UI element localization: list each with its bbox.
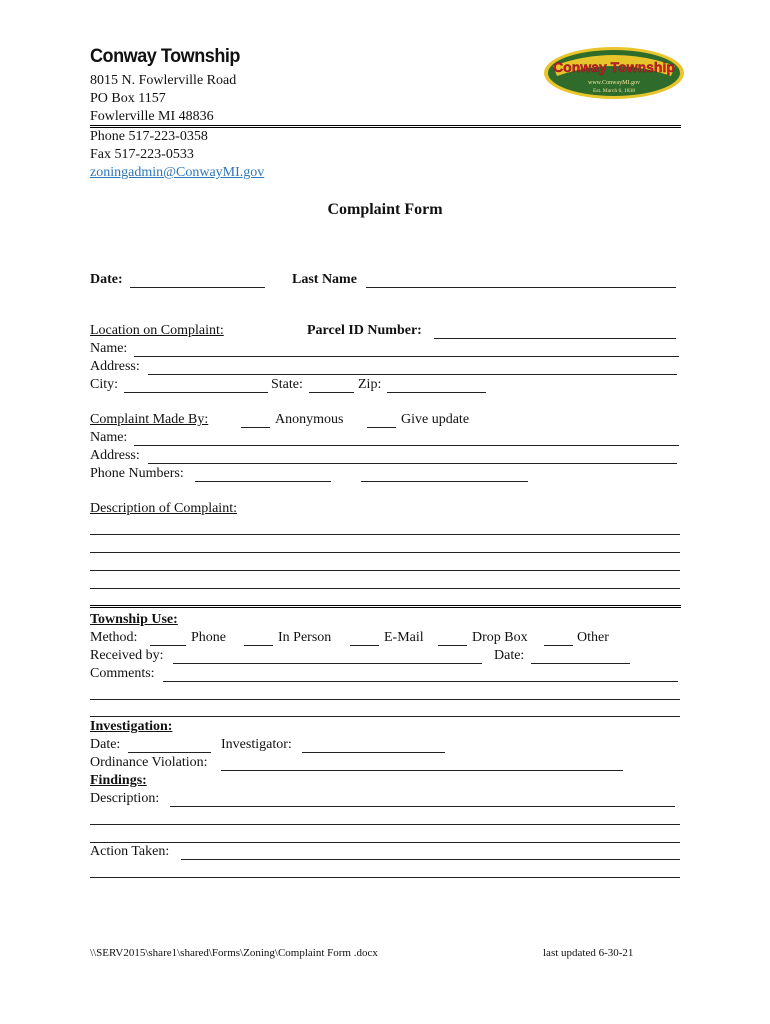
org-name: Conway Township bbox=[90, 46, 240, 67]
complainant-address-field[interactable] bbox=[148, 463, 677, 464]
complainant-name-field[interactable] bbox=[134, 445, 679, 446]
description-label: Description of Complaint: bbox=[90, 501, 237, 516]
description-line[interactable] bbox=[90, 552, 680, 553]
received-by-label: Received by: bbox=[90, 648, 164, 663]
give-update-label: Give update bbox=[401, 412, 470, 427]
received-date-label: Date: bbox=[494, 648, 525, 663]
investigation-heading: Investigation: bbox=[90, 719, 173, 734]
comments-line[interactable] bbox=[90, 716, 680, 717]
investigation-date-label: Date: bbox=[90, 737, 121, 752]
anonymous-checkbox[interactable] bbox=[241, 427, 270, 428]
location-address-field[interactable] bbox=[148, 374, 677, 375]
method-drop-box-checkbox[interactable] bbox=[438, 645, 467, 646]
address-line1: 8015 N. Fowlerville Road bbox=[90, 73, 237, 88]
location-name-label: Name: bbox=[90, 341, 128, 356]
findings-heading: Findings: bbox=[90, 773, 147, 788]
logo-url: www.ConwayMI.gov bbox=[588, 80, 640, 86]
description-line[interactable] bbox=[90, 534, 680, 535]
state-field[interactable] bbox=[309, 392, 354, 393]
state-label: State: bbox=[271, 377, 303, 392]
city-field[interactable] bbox=[124, 392, 268, 393]
location-address-label: Address: bbox=[90, 359, 140, 374]
action-taken-label: Action Taken: bbox=[90, 844, 170, 859]
phone-numbers-label: Phone Numbers: bbox=[90, 466, 184, 481]
method-phone-label: Phone bbox=[191, 630, 226, 645]
give-update-checkbox[interactable] bbox=[367, 427, 396, 428]
last-name-label: Last Name bbox=[292, 272, 357, 287]
method-phone-checkbox[interactable] bbox=[150, 645, 186, 646]
received-date-field[interactable] bbox=[531, 663, 630, 664]
comments-line[interactable] bbox=[90, 699, 680, 700]
ordinance-field[interactable] bbox=[221, 770, 623, 771]
location-name-field[interactable] bbox=[134, 356, 679, 357]
comments-label: Comments: bbox=[90, 666, 155, 681]
investigator-label: Investigator: bbox=[221, 737, 292, 752]
complainant-address-label: Address: bbox=[90, 448, 140, 463]
logo-est: Est. March 6, 1838 bbox=[592, 88, 636, 94]
phone-number-field-1[interactable] bbox=[195, 481, 331, 482]
city-label: City: bbox=[90, 377, 119, 392]
method-other-label: Other bbox=[577, 630, 609, 645]
method-in-person-checkbox[interactable] bbox=[244, 645, 273, 646]
date-label: Date: bbox=[90, 272, 123, 287]
complainant-name-label: Name: bbox=[90, 430, 128, 445]
action-taken-field[interactable] bbox=[181, 859, 680, 860]
description-line[interactable] bbox=[90, 588, 680, 589]
method-email-label: E-Mail bbox=[384, 630, 424, 645]
zip-field[interactable] bbox=[387, 392, 486, 393]
investigation-date-field[interactable] bbox=[128, 752, 211, 753]
footer-file-path: \\SERV2015\share1\shared\Forms\Zoning\Complaint Form .docx bbox=[90, 947, 378, 959]
ordinance-label: Ordinance Violation: bbox=[90, 755, 208, 770]
form-title: Complaint Form bbox=[327, 201, 443, 218]
findings-description-line[interactable] bbox=[90, 824, 680, 825]
township-logo bbox=[543, 46, 685, 100]
address-line2: PO Box 1157 bbox=[90, 91, 166, 106]
method-drop-box-label: Drop Box bbox=[472, 630, 528, 645]
made-by-label: Complaint Made By: bbox=[90, 412, 209, 427]
method-label: Method: bbox=[90, 630, 138, 645]
comments-field[interactable] bbox=[163, 681, 678, 682]
date-field[interactable] bbox=[130, 287, 265, 288]
investigator-field[interactable] bbox=[302, 752, 445, 753]
phone-number: Phone 517-223-0358 bbox=[90, 129, 208, 144]
description-line[interactable] bbox=[90, 570, 680, 571]
township-use-heading: Township Use: bbox=[90, 612, 178, 627]
footer-last-updated: last updated 6-30-21 bbox=[543, 947, 634, 959]
fax-number: Fax 517-223-0533 bbox=[90, 147, 194, 162]
findings-description-label: Description: bbox=[90, 791, 160, 806]
received-by-field[interactable] bbox=[173, 663, 482, 664]
address-line3: Fowlerville MI 48836 bbox=[90, 109, 214, 124]
location-label: Location on Complaint: bbox=[90, 323, 224, 338]
method-in-person-label: In Person bbox=[278, 630, 332, 645]
parcel-id-label: Parcel ID Number: bbox=[307, 323, 422, 338]
findings-description-line[interactable] bbox=[90, 842, 680, 843]
action-taken-line[interactable] bbox=[90, 877, 680, 878]
findings-description-field[interactable] bbox=[170, 806, 675, 807]
phone-number-field-2[interactable] bbox=[361, 481, 528, 482]
zip-label: Zip: bbox=[358, 377, 382, 392]
last-name-field[interactable] bbox=[366, 287, 676, 288]
parcel-id-field[interactable] bbox=[434, 338, 676, 339]
logo-title: Conway Township bbox=[553, 59, 675, 75]
section-divider bbox=[90, 605, 681, 608]
anonymous-label: Anonymous bbox=[275, 412, 344, 427]
method-other-checkbox[interactable] bbox=[544, 645, 573, 646]
email-link[interactable]: zoningadmin@ConwayMI.gov bbox=[90, 165, 265, 180]
method-email-checkbox[interactable] bbox=[350, 645, 379, 646]
